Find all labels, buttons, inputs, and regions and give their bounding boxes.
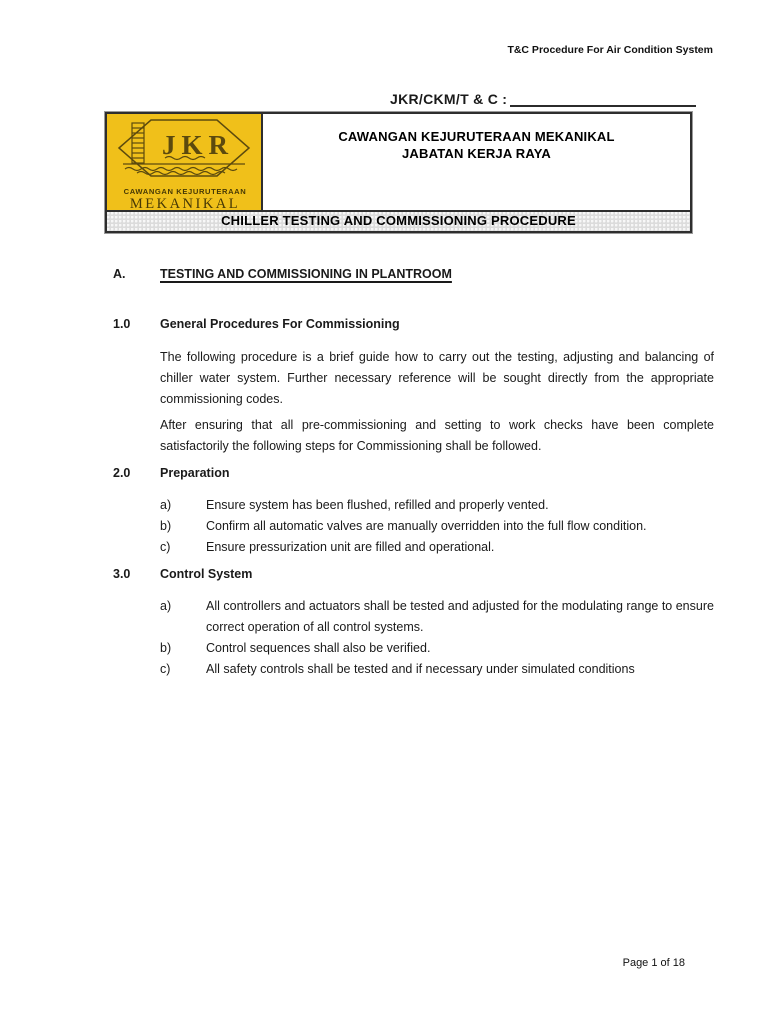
section-1-number: 1.0 — [113, 317, 131, 331]
list-item — [160, 516, 714, 537]
list-item — [160, 537, 714, 558]
section-1-title: General Procedures For Commissioning — [160, 317, 400, 331]
section-3-title: Control System — [160, 567, 253, 581]
list-item — [160, 495, 714, 516]
list-item-label: c) — [160, 662, 171, 676]
section-2-number: 2.0 — [113, 466, 131, 480]
logo-acronym: JKR — [162, 130, 234, 160]
section-1-paragraph-1: The following procedure is a brief guide how to carry out the testing, adjusting and balancing of chiller water system. Further necessary reference will be sought directly from the appropriate commissioning codes. — [160, 350, 714, 406]
org-name-line2: JABATAN KERJA RAYA — [401, 146, 552, 161]
list-item — [160, 596, 714, 638]
list-item-text: Ensure system has been flushed, refilled and properly vented. — [206, 498, 549, 512]
list-item-label: c) — [160, 540, 171, 554]
list-item-label: b) — [160, 641, 172, 655]
section-3-heading-row — [113, 564, 713, 585]
section-3-number: 3.0 — [113, 567, 131, 581]
running-header: T&C Procedure For Air Condition System — [507, 44, 713, 56]
doc-reference-label: JKR/CKM/T & C : — [390, 91, 508, 107]
part-title: TESTING AND COMMISSIONING IN PLANTROOM — [160, 267, 452, 281]
list-item-text: Ensure pressurization unit are filled and operational. — [206, 540, 495, 554]
section-1-heading-row — [113, 314, 713, 335]
list-item-label: b) — [160, 519, 172, 533]
list-item-label: a) — [160, 599, 172, 613]
logo-caption-line2: MEKANIKAL — [129, 196, 241, 210]
list-item-label: a) — [160, 498, 172, 512]
section-2-heading-row — [113, 463, 713, 484]
list-item — [160, 659, 714, 680]
part-heading-row — [113, 264, 713, 285]
list-item-text: Control sequences shall also be verified. — [206, 641, 431, 655]
list-item — [160, 638, 714, 659]
part-label: A. — [113, 267, 126, 281]
list-item-text: All safety controls shall be tested and if necessary under simulated conditions — [206, 662, 635, 676]
section-2-title: Preparation — [160, 466, 230, 480]
document-title-banner: CHILLER TESTING AND COMMISSIONING PROCEDURE — [107, 210, 690, 231]
logo-caption-line1: CAWANGAN KEJURUTERAAN — [123, 187, 247, 196]
section-1-paragraph-2: After ensuring that all pre-commissioning and setting to work checks have been complete satisfactorily the following steps for Commissioning shall be followed. — [160, 418, 714, 453]
section-2-list — [160, 495, 714, 558]
page-number: Page 1 of 18 — [622, 957, 685, 969]
list-item-text: All controllers and actuators shall be tested and adjusted for the modulating range to ensure correct operation of all control systems. — [206, 599, 714, 634]
list-item-text: Confirm all automatic valves are manually overridden into the full flow condition. — [206, 519, 647, 533]
section-3-list — [160, 596, 714, 680]
org-name-line1: CAWANGAN KEJURUTERAAN MEKANIKAL — [338, 129, 615, 144]
